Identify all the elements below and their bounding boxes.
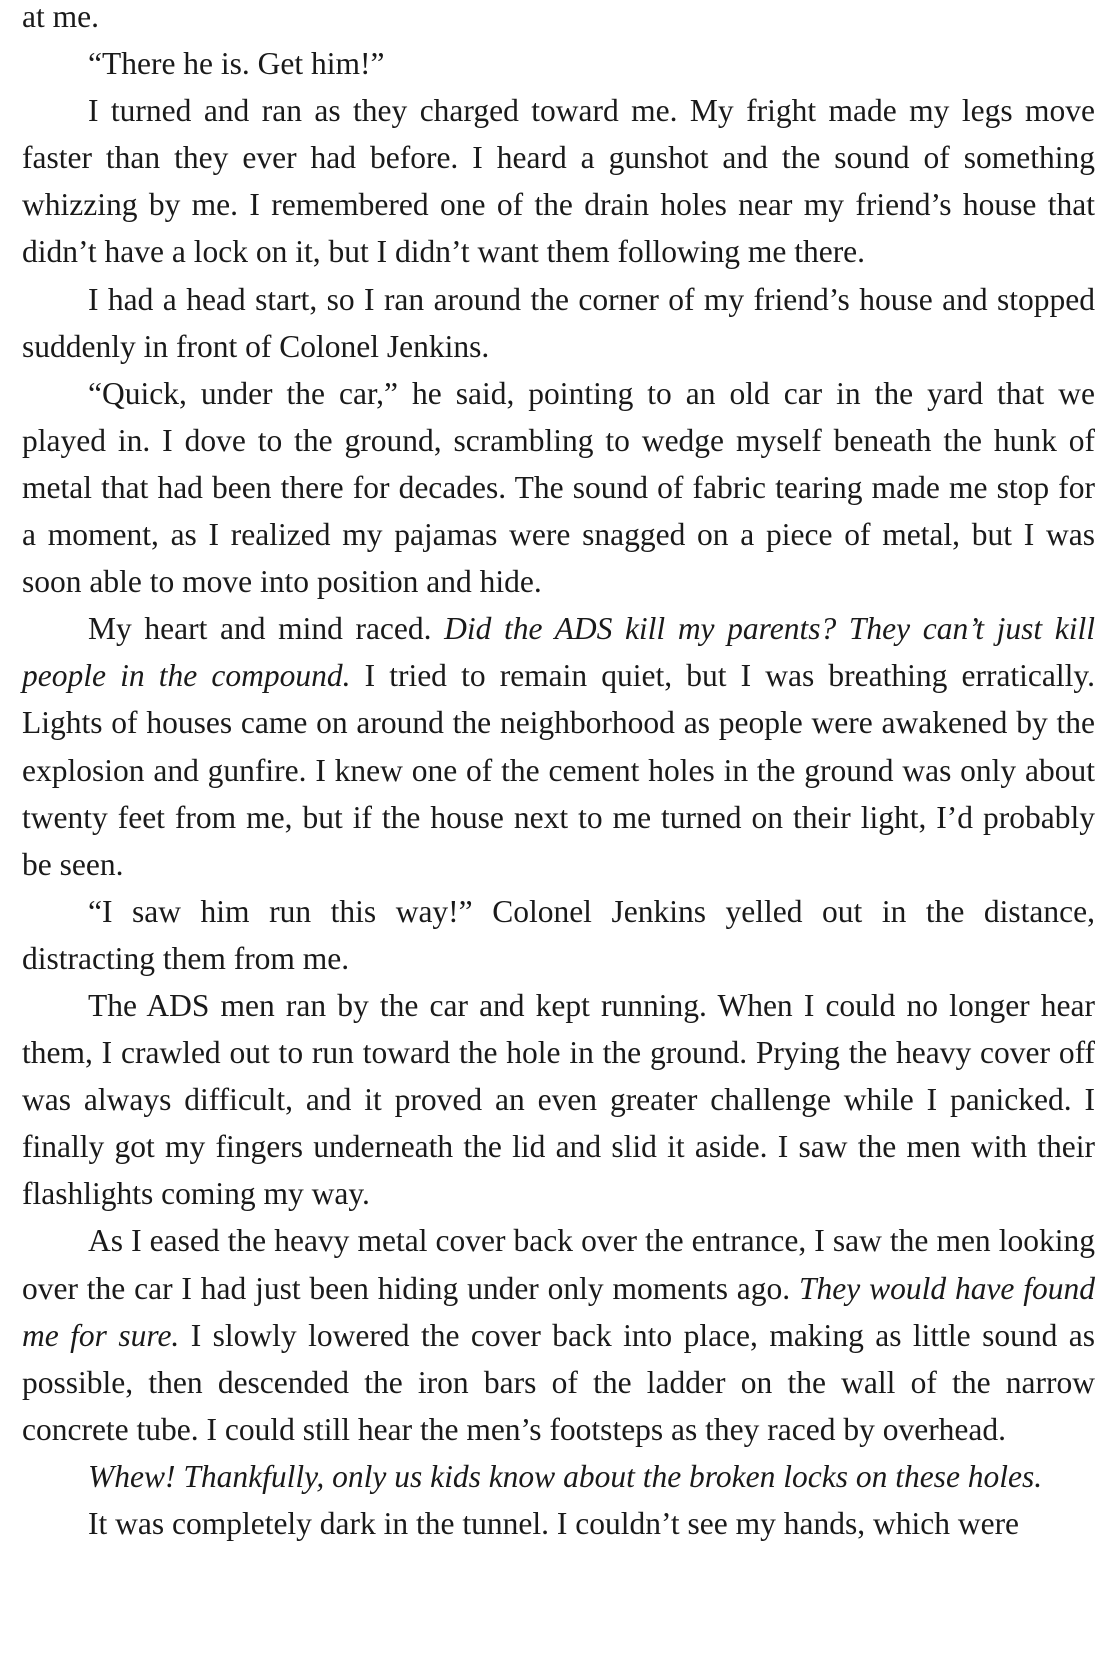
- paragraph: [22, 0, 1095, 40]
- paragraph: [22, 370, 1095, 605]
- paragraph: [22, 605, 1095, 888]
- body-text: I tried to remain quiet, but I was breathing erratically. Lights of houses came on around the neighborhood as people were awakened by the explosion and gunfire. I knew one of the cement holes in the ground was only about twenty feet from me, but if the house next to me turned on their light, I’d probably be seen.: [22, 658, 1095, 882]
- body-text: “I saw him run this way!” Colonel Jenkins yelled out in the distance, distracting them from me.: [22, 893, 1095, 976]
- paragraph: [22, 276, 1095, 370]
- body-text: at me.: [22, 0, 99, 34]
- paragraph: [22, 87, 1095, 275]
- paragraph: [22, 1217, 1095, 1452]
- paragraph: [22, 888, 1095, 982]
- body-text: I had a head start, so I ran around the corner of my friend’s house and stopped suddenly in front of Colonel Jenkins.: [22, 281, 1095, 364]
- italic-text: Did the ADS kill my parents? They can’t just kill people in the compound.: [22, 611, 1095, 694]
- paragraph: [22, 1500, 1095, 1547]
- body-text: I slowly lowered the cover back into place, making as little sound as possible, then descended the iron bars of the ladder on the wall of the narrow concrete tube. I could still hear the men’s footsteps as they raced by overhead.: [22, 1317, 1096, 1447]
- italic-text: They would have found me for sure.: [22, 1270, 1095, 1353]
- body-text: It was completely dark in the tunnel. I couldn’t see my hands, which were: [88, 1506, 1020, 1541]
- body-text: My heart and mind raced.: [88, 611, 445, 647]
- paragraph: [22, 1453, 1095, 1500]
- body-text: As I eased the heavy metal cover back over the entrance, I saw the men looking over the car I had just been hiding under only moments ago.: [22, 1223, 1095, 1306]
- paragraph: [22, 982, 1095, 1217]
- body-text: The ADS men ran by the car and kept running. When I could no longer hear them, I crawled out to run toward the hole in the ground. Prying the heavy cover off was always difficult, and it proved an even greater challenge while I panicked. I finally got my fingers underneath the lid and slid it aside. I saw the men with their flashlights coming my way.: [22, 987, 1095, 1212]
- italic-text: Whew! Thankfully, only us kids know about the broken locks on these holes.: [88, 1458, 1043, 1494]
- book-page: [22, 0, 1095, 1547]
- body-text: “Quick, under the car,” he said, pointing to an old car in the yard that we played in. I dove to the ground, scrambling to wedge myself beneath the hunk of metal that had been there for decades. The sound of fabric tearing made me stop for a moment, as I realized my pajamas were snagged on a piece of metal, but I was soon able to move into position and hide.: [22, 375, 1095, 600]
- body-text: “There he is. Get him!”: [88, 46, 385, 82]
- body-text: I turned and ran as they charged toward me. My fright made my legs move faster than they ever had before. I heard a gunshot and the sound of something whizzing by me. I remembered one of the drain holes near my friend’s house that didn’t have a lock on it, but I didn’t want them following me there.: [22, 93, 1095, 270]
- paragraph: [22, 40, 1095, 87]
